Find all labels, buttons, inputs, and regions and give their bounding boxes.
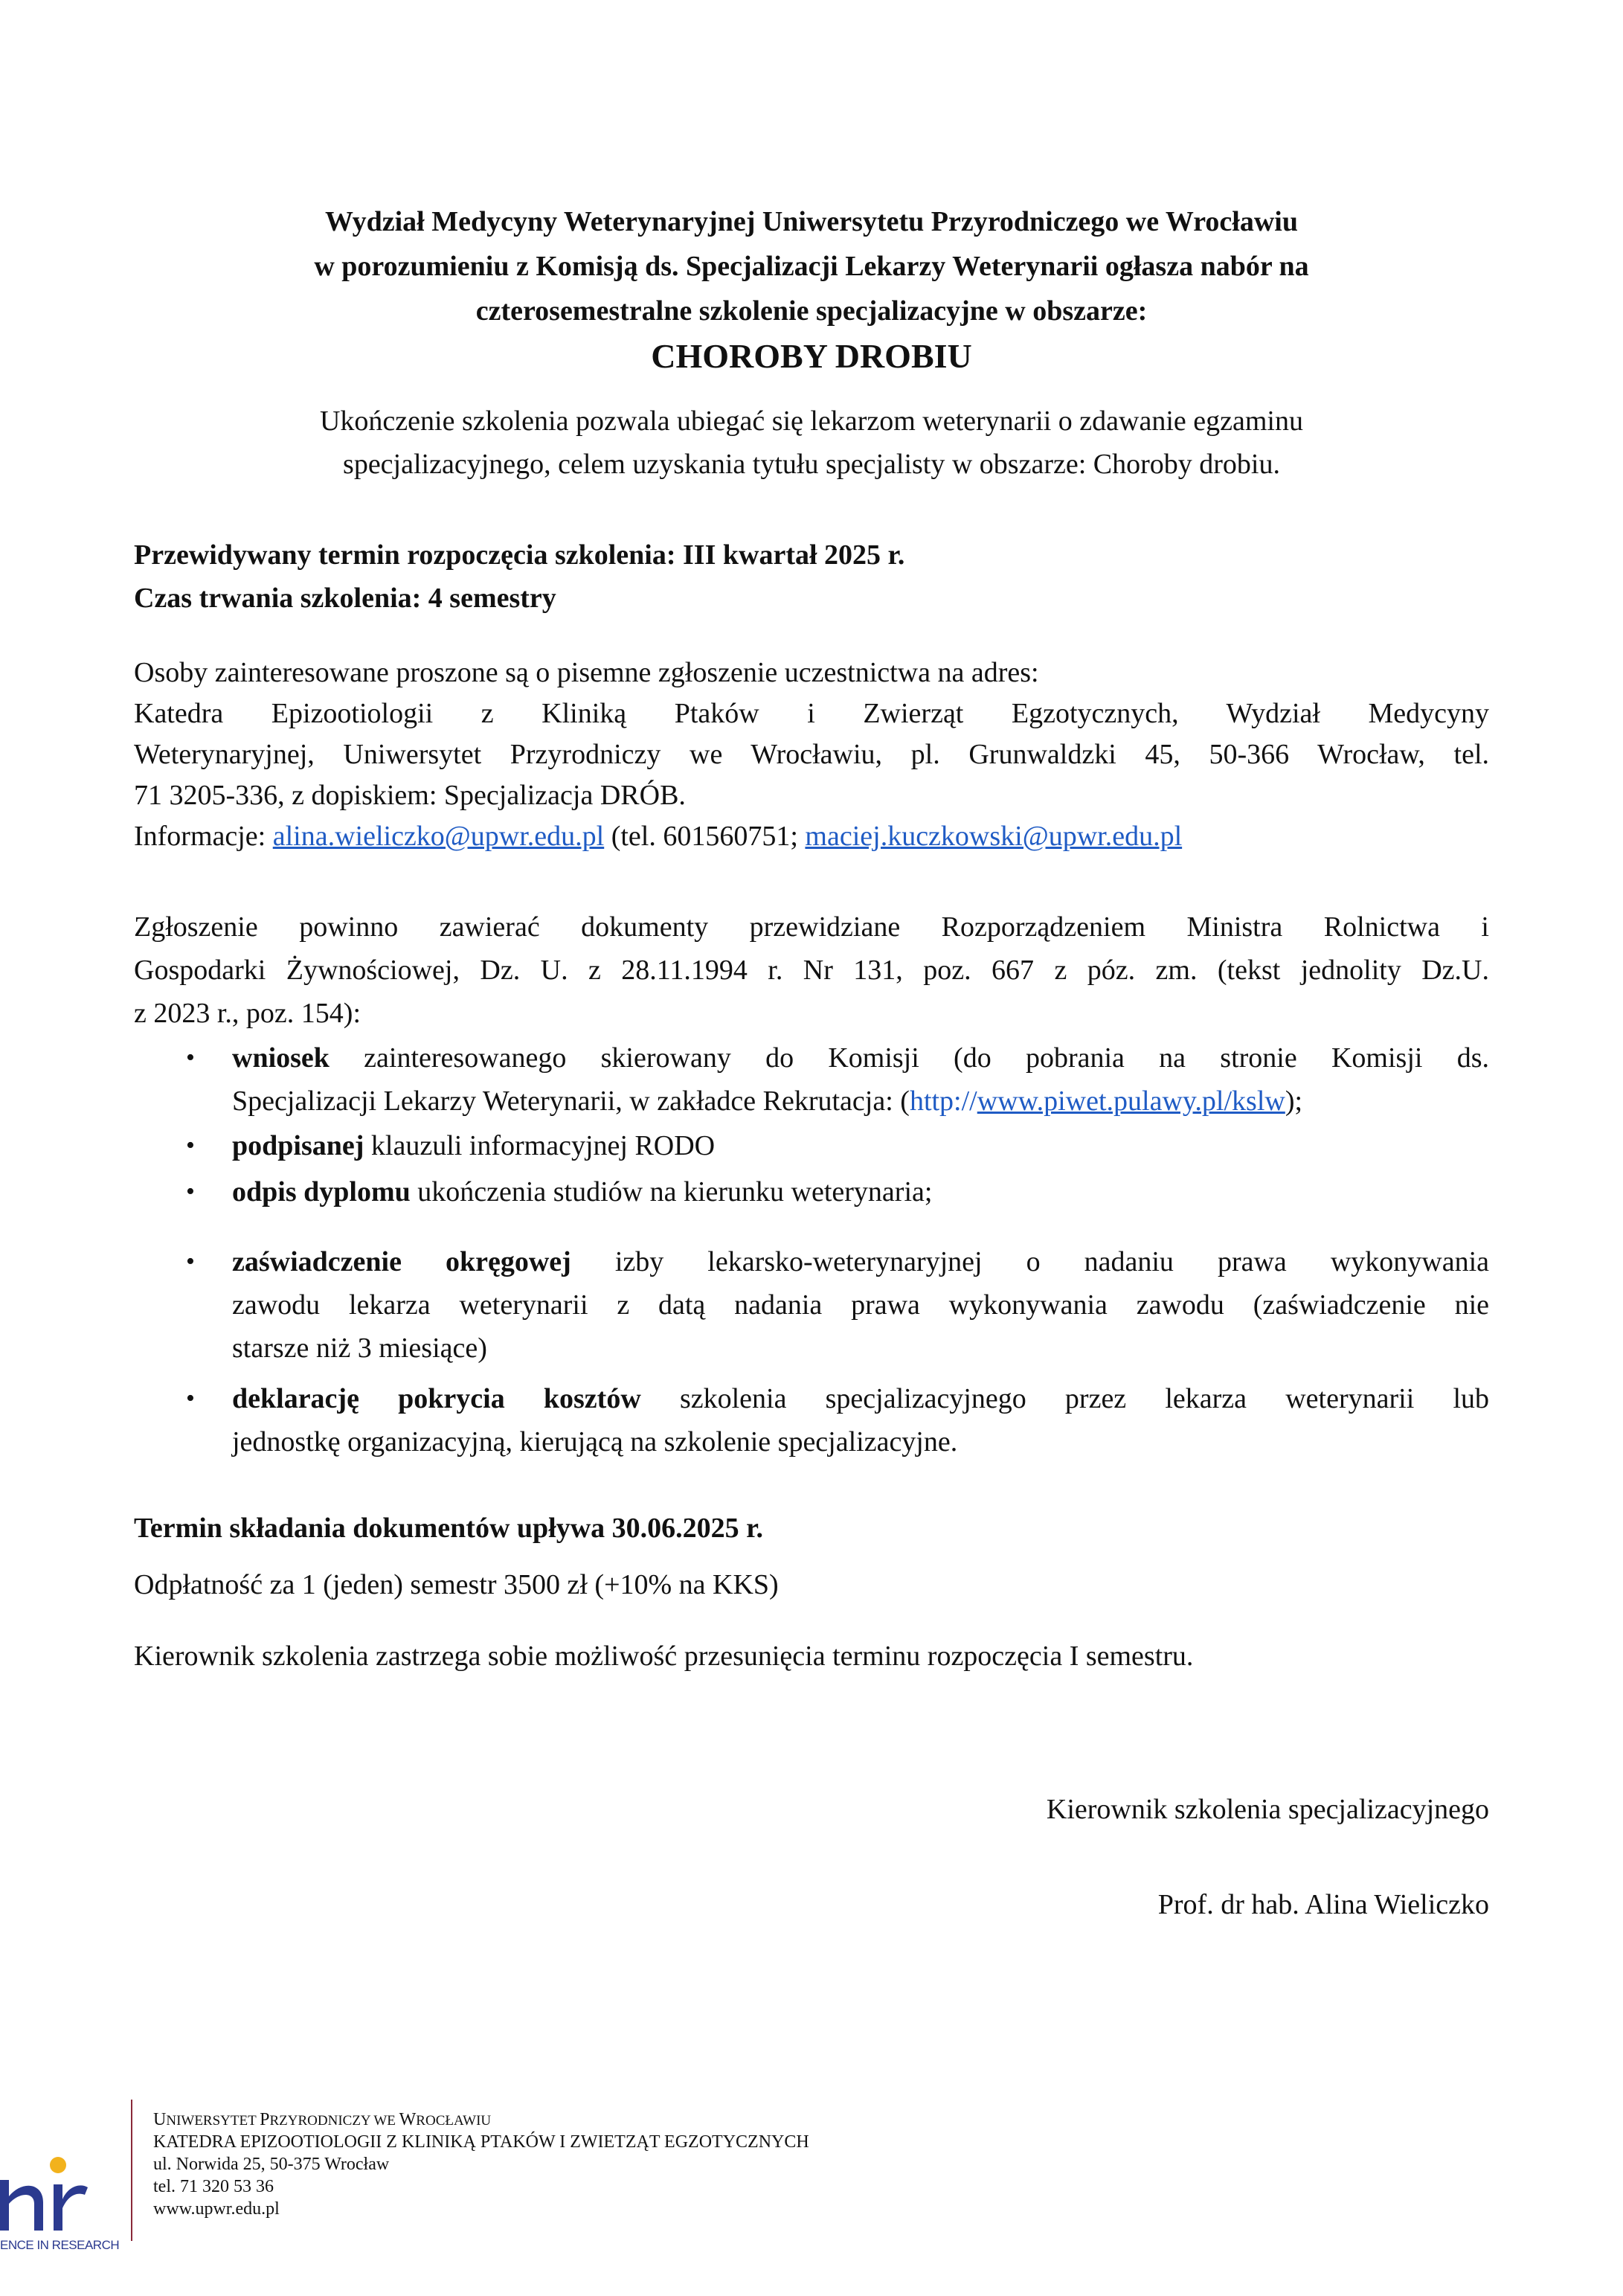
uni-word-1: NIWERSYTET xyxy=(166,2113,260,2129)
contact-line-2: Katedra Epizootiologii z Kliniką Ptaków i Zwierząt Egzotycznych, Wydział Medycyny xyxy=(134,698,1489,729)
list-item-1-text: zainteresowanego skierowany do Komisji (do pobrania na stronie Komisji ds. xyxy=(329,1042,1489,1074)
deadline: Termin składania dokumentów upływa 30.06.2025 r. xyxy=(134,1513,764,1544)
hr-logo xyxy=(0,2150,119,2262)
intro-line-2: specjalizacyjnego, celem uzyskania tytułu specjalisty w obszarze: Choroby drobiu. xyxy=(343,449,1280,480)
signature-role: Kierownik szkolenia specjalizacyjnego xyxy=(1046,1794,1489,1825)
list-item-4-bold: zaświadczenie okręgowej xyxy=(232,1246,571,1277)
email-link-kuczkowski[interactable]: maciej.kuczkowski@upwr.edu.pl xyxy=(805,821,1183,852)
list-item-1-line-1 xyxy=(232,1040,1489,1076)
header-line-3: czterosemestralne szkolenie specjalizacyjne w obszarze: xyxy=(475,295,1148,327)
footer-website[interactable]: www.upwr.edu.pl xyxy=(153,2199,280,2219)
contact-line-1: Osoby zainteresowane proszone są o pisemne zgłoszenie uczestnictwa na adres: xyxy=(134,657,1039,688)
list-item-4-line-3: starsze niż 3 miesiące) xyxy=(232,1333,487,1364)
hr-logo-h-arc xyxy=(9,2186,43,2231)
info-phone: (tel. 601560751; xyxy=(604,821,806,852)
piwet-link-prefix[interactable]: http:// xyxy=(909,1086,977,1117)
documents-line-2: Gospodarki Żywnościowej, Dz. U. z 28.11.1994 r. Nr 131, poz. 667 z póz. zm. (tekst jednolity Dz.U. xyxy=(134,955,1489,986)
list-item-4-line-2: zawodu lekarza weterynarii z datą nadania prawa wykonywania zawodu (zaświadczenie nie xyxy=(232,1289,1489,1321)
intro-line-1: Ukończenie szkolenia pozwala ubiegać się lekarzom weterynarii o zdawanie egzaminu xyxy=(319,405,1303,437)
list-item-2-text: klauzuli informacyjnej RODO xyxy=(364,1130,716,1161)
hr-logo-r-arc xyxy=(62,2185,88,2208)
uni-initial-w: W xyxy=(399,2110,417,2129)
list-item-3-text: ukończenia studiów na kierunku weterynaria; xyxy=(410,1176,933,1208)
list-item-3 xyxy=(232,1174,932,1210)
contact-info-line xyxy=(134,818,1182,854)
info-label: Informacje: xyxy=(134,821,273,852)
list-item-1-text-2: Specjalizacji Lekarzy Weterynarii, w zakładce Rekrutacja: ( xyxy=(232,1086,910,1117)
list-item-1-bold: wniosek xyxy=(232,1042,330,1074)
list-item-5-line-2: jednostkę organizacyjną, kierującą na szkolenie specjalizacyjne. xyxy=(232,1426,958,1458)
contact-line-3: Weterynaryjnej, Uniwersytet Przyrodniczy we Wrocławiu, pl. Grunwaldzki 45, 50-366 Wrocław, tel. xyxy=(134,739,1489,770)
footer-phone: tel. 71 320 53 36 xyxy=(153,2177,274,2196)
list-item-5-text: szkolenia specjalizacyjnego przez lekarza weterynarii lub xyxy=(640,1383,1489,1414)
uni-initial-p: P xyxy=(260,2110,270,2129)
list-item-5-bold: deklarację pokrycia kosztów xyxy=(232,1383,641,1414)
bullet-1: • xyxy=(186,1044,195,1071)
list-item-2-bold: podpisanej xyxy=(232,1130,364,1161)
hr-logo-h-stem xyxy=(0,2180,9,2231)
documents-line-3: z 2023 r., poz. 154): xyxy=(134,998,361,1029)
uni-initial-u: U xyxy=(153,2110,167,2129)
bullet-2: • xyxy=(186,1132,195,1159)
list-item-4-text: izby lekarsko-weterynaryjnej o nadaniu prawa wykonywania xyxy=(571,1246,1489,1277)
footer-divider xyxy=(131,2100,132,2241)
footer-department: KATEDRA EPIZOOTIOLOGII Z KLINIKĄ PTAKÓW I ZWIETZĄT EGZOTYCZNYCH xyxy=(153,2132,809,2152)
header-line-2: w porozumieniu z Komisją ds. Specjalizacji Lekarzy Weterynarii ogłasza nabór na xyxy=(314,251,1309,282)
fee: Odpłatność za 1 (jeden) semestr 3500 zł (+10% na KKS) xyxy=(134,1569,779,1600)
hr-logo-dot xyxy=(50,2157,66,2173)
program-title: CHOROBY DROBIU xyxy=(651,337,972,375)
list-item-3-bold: odpis dyplomu xyxy=(232,1176,411,1208)
list-item-2 xyxy=(232,1128,715,1164)
duration: Czas trwania szkolenia: 4 semestry xyxy=(134,583,556,614)
hr-logo-text: ENCE IN RESEARCH xyxy=(0,2238,119,2252)
footer-address: ul. Norwida 25, 50-375 Wrocław xyxy=(153,2155,390,2174)
note: Kierownik szkolenia zastrzega sobie możliwość przesunięcia terminu rozpoczęcia I semestru. xyxy=(134,1641,1194,1672)
signature-name: Prof. dr hab. Alina Wieliczko xyxy=(1157,1889,1489,1920)
email-link-wieliczko[interactable]: alina.wieliczko@upwr.edu.pl xyxy=(272,821,605,852)
uni-word-2: RZYRODNICZY WE xyxy=(269,2113,399,2129)
start-term: Przewidywany termin rozpoczęcia szkolenia: III kwartał 2025 r. xyxy=(134,539,905,571)
list-item-1-line-2 xyxy=(232,1083,1302,1119)
header-line-1: Wydział Medycyny Weterynaryjnej Uniwersytetu Przyrodniczego we Wrocławiu xyxy=(325,206,1298,237)
bullet-5: • xyxy=(186,1385,195,1412)
list-item-5-line-1 xyxy=(232,1381,1489,1417)
list-item-4-line-1 xyxy=(232,1244,1489,1280)
uni-word-3: ROCŁAWIU xyxy=(416,2113,492,2129)
list-item-1-text-3: ); xyxy=(1285,1086,1303,1117)
piwet-link[interactable]: www.piwet.pulawy.pl/kslw xyxy=(977,1086,1285,1117)
bullet-4: • xyxy=(186,1248,195,1275)
contact-line-4: 71 3205-336, z dopiskiem: Specjalizacja DRÓB. xyxy=(134,780,686,811)
footer-university xyxy=(153,2109,491,2132)
documents-line-1: Zgłoszenie powinno zawierać dokumenty przewidziane Rozporządzeniem Ministra Rolnictwa i xyxy=(134,911,1489,943)
hr-logo-r-stem xyxy=(54,2184,62,2231)
bullet-3: • xyxy=(186,1178,195,1205)
